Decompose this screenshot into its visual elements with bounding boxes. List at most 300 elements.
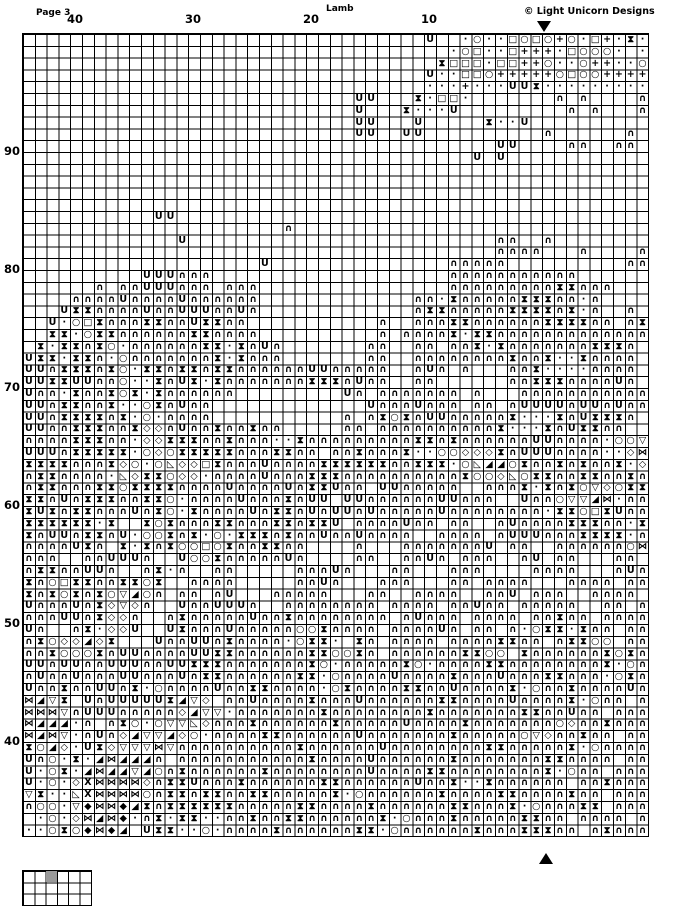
grid-cell-arch: ∩ <box>402 399 411 411</box>
grid-cell-arch: ∩ <box>473 659 482 671</box>
grid-cell-arch: ∩ <box>95 553 104 565</box>
grid-cell-arch: ∩ <box>603 329 611 340</box>
grid-cell-arch: ∩ <box>497 506 505 517</box>
grid-cell-letter-u: U <box>508 81 517 93</box>
grid-cell-arch: ∩ <box>497 694 505 706</box>
grid-cell-hourglass: ⧗ <box>214 659 222 671</box>
grid-cell-arch: ∩ <box>485 506 493 517</box>
grid-cell-hourglass: ⧗ <box>355 447 363 458</box>
grid-cell-arch: ∩ <box>591 659 600 671</box>
grid-cell-hourglass: ⧗ <box>580 317 587 329</box>
grid-cell-arch: ∩ <box>402 624 411 635</box>
grid-cell-arch: ∩ <box>119 281 128 293</box>
grid-cell-arch: ∩ <box>556 777 564 789</box>
grid-cell-arch: ∩ <box>638 694 647 706</box>
grid-cell-letter-u: U <box>532 435 541 447</box>
grid-cell-white-square: □ <box>449 93 459 104</box>
grid-cell-dot: · <box>38 812 43 824</box>
grid-cell-arch: ∩ <box>379 529 387 541</box>
grid-cell-arch: ∩ <box>166 305 175 317</box>
grid-cell-arch: ∩ <box>579 718 588 730</box>
grid-cell-arch: ∩ <box>320 565 328 576</box>
grid-cell-hourglass: ⧗ <box>84 447 92 458</box>
grid-cell-arch: ∩ <box>473 765 482 777</box>
grid-cell-dot: · <box>605 447 609 458</box>
grid-cell-hourglass: ⧗ <box>556 317 564 329</box>
grid-cell-arch: ∩ <box>603 624 611 635</box>
grid-cell-hourglass: ⧗ <box>320 777 328 789</box>
grid-cell-hourglass: ⧗ <box>532 824 540 836</box>
grid-cell-hourglass: ⧗ <box>379 411 387 423</box>
grid-cell-arch: ∩ <box>284 742 293 753</box>
grid-cell-arch: ∩ <box>261 718 269 730</box>
grid-cell-arch: ∩ <box>95 470 104 482</box>
grid-cell-arch: ∩ <box>249 352 257 364</box>
grid-cell-dot: · <box>274 435 279 447</box>
grid-cell-arch: ∩ <box>367 694 375 706</box>
grid-cell-arch: ∩ <box>544 659 552 671</box>
grid-cell-white-circle: ○ <box>579 69 588 81</box>
grid-cell-arch: ∩ <box>473 753 482 765</box>
grid-cell-arch: ∩ <box>107 576 116 588</box>
grid-cell-arch: ∩ <box>284 730 293 742</box>
grid-cell-arch: ∩ <box>202 423 210 435</box>
grid-cell-arch: ∩ <box>485 317 493 329</box>
grid-cell-arch: ∩ <box>237 553 246 565</box>
grid-cell-dot: · <box>440 69 444 81</box>
grid-cell-hourglass: ⧗ <box>462 470 469 482</box>
grid-cell-arch: ∩ <box>461 435 470 447</box>
grid-cell-bowtie: ⋈ <box>106 753 117 765</box>
grid-cell-arch: ∩ <box>308 612 316 624</box>
grid-cell-hourglass: ⧗ <box>403 447 410 458</box>
grid-cell-arch: ∩ <box>626 317 635 329</box>
grid-cell-hourglass: ⧗ <box>485 116 493 128</box>
grid-cell-bowtie: ⋈ <box>106 801 117 812</box>
grid-cell-arch: ∩ <box>615 801 623 812</box>
grid-cell-letter-u: U <box>25 399 33 411</box>
grid-cell-arch: ∩ <box>390 694 399 706</box>
grid-cell-letter-u: U <box>367 506 375 517</box>
grid-cell-arch: ∩ <box>615 364 623 376</box>
grid-cell-black-right-triangle: ◢ <box>84 635 92 647</box>
grid-cell-letter-u: U <box>532 447 541 458</box>
grid-cell-dot: · <box>145 718 149 730</box>
grid-cell-arch: ∩ <box>284 753 293 765</box>
grid-cell-arch: ∩ <box>95 671 104 683</box>
grid-cell-arch: ∩ <box>225 659 234 671</box>
grid-cell-hourglass: ⧗ <box>226 801 233 812</box>
grid-cell-arch: ∩ <box>497 612 505 624</box>
grid-cell-arch: ∩ <box>36 388 45 399</box>
grid-cell-arch: ∩ <box>379 388 387 399</box>
grid-cell-dot: · <box>38 824 43 836</box>
grid-cell-arch: ∩ <box>485 258 493 270</box>
grid-cell-arch: ∩ <box>556 565 564 576</box>
grid-cell-arch: ∩ <box>379 753 387 765</box>
grid-cell-arch: ∩ <box>449 258 458 270</box>
grid-cell-hourglass: ⧗ <box>202 317 210 329</box>
grid-cell-hourglass: ⧗ <box>49 329 56 340</box>
grid-cell-arch: ∩ <box>249 824 257 836</box>
grid-cell-hourglass: ⧗ <box>143 470 151 482</box>
grid-cell-arch: ∩ <box>178 317 187 329</box>
grid-cell-arch: ∩ <box>225 718 234 730</box>
grid-cell-arch: ∩ <box>166 317 175 329</box>
grid-cell-hourglass: ⧗ <box>332 789 340 801</box>
grid-cell-hourglass: ⧗ <box>190 812 198 824</box>
grid-cell-arch: ∩ <box>249 541 257 553</box>
grid-cell-arch: ∩ <box>166 399 175 411</box>
grid-cell-arch: ∩ <box>508 730 517 742</box>
grid-cell-plus: + <box>520 57 529 69</box>
grid-cell-arch: ∩ <box>343 624 352 635</box>
grid-cell-arch: ∩ <box>296 730 305 742</box>
grid-cell-arch: ∩ <box>520 671 529 683</box>
grid-cell-hourglass: ⧗ <box>49 506 56 517</box>
grid-cell-arch: ∩ <box>261 447 269 458</box>
grid-cell-arch: ∩ <box>202 435 210 447</box>
grid-cell-letter-u: U <box>355 128 364 140</box>
grid-cell-hourglass: ⧗ <box>37 635 45 647</box>
grid-cell-arch: ∩ <box>284 694 293 706</box>
grid-cell-arch: ∩ <box>449 659 458 671</box>
grid-cell-arch: ∩ <box>296 447 305 458</box>
grid-cell-arch: ∩ <box>84 612 92 624</box>
grid-cell-letter-u: U <box>60 494 69 506</box>
grid-cell-arch: ∩ <box>626 506 635 517</box>
grid-cell-white-down-triangle: ▽ <box>166 718 175 730</box>
grid-cell-dot: · <box>581 293 586 305</box>
grid-cell-white-circle: ○ <box>48 801 57 812</box>
grid-cell-arch: ∩ <box>225 789 234 801</box>
grid-cell-arch: ∩ <box>225 494 234 506</box>
grid-cell-arch: ∩ <box>143 340 151 352</box>
grid-cell-dot: · <box>640 45 645 57</box>
grid-cell-hourglass: ⧗ <box>190 447 198 458</box>
grid-cell-arch: ∩ <box>331 730 340 742</box>
grid-cell-letter-u: U <box>119 671 128 683</box>
grid-cell-hourglass: ⧗ <box>178 612 186 624</box>
grid-cell-letter-u: U <box>544 435 552 447</box>
grid-cell-arch: ∩ <box>261 553 269 565</box>
grid-cell-dot: · <box>62 777 67 789</box>
grid-cell-dot: · <box>97 624 102 635</box>
grid-cell-letter-u: U <box>95 730 104 742</box>
grid-cell-hourglass: ⧗ <box>568 742 576 753</box>
grid-cell-arch: ∩ <box>532 270 541 281</box>
grid-cell-white-circle: ○ <box>71 317 81 329</box>
grid-cell-arch: ∩ <box>237 659 246 671</box>
grid-cell-hourglass: ⧗ <box>214 671 222 683</box>
grid-cell-arch: ∩ <box>556 529 564 541</box>
grid-cell-arch: ∩ <box>556 588 564 600</box>
grid-cell-black-right-triangle: ◢ <box>119 824 127 836</box>
grid-cell-dot: · <box>156 411 161 423</box>
grid-cell-arch: ∩ <box>520 506 529 517</box>
grid-cell-arch: ∩ <box>48 671 57 683</box>
grid-cell-hourglass: ⧗ <box>532 812 540 824</box>
grid-cell-dot: · <box>499 45 503 57</box>
grid-cell-black-right-triangle: ◢ <box>131 801 139 812</box>
grid-cell-dot: · <box>617 34 621 45</box>
grid-cell-arch: ∩ <box>237 683 246 694</box>
grid-cell-white-circle: ○ <box>213 529 222 541</box>
grid-cell-arch: ∩ <box>485 789 493 801</box>
grid-cell-letter-u: U <box>331 482 340 494</box>
grid-cell-arch: ∩ <box>438 753 446 765</box>
grid-cell-arch: ∩ <box>131 340 139 352</box>
grid-cell-hourglass: ⧗ <box>603 340 611 352</box>
grid-cell-arch: ∩ <box>296 517 305 529</box>
grid-cell-arch: ∩ <box>438 730 446 742</box>
grid-cell-arch: ∩ <box>84 388 92 399</box>
grid-cell-arch: ∩ <box>320 753 328 765</box>
grid-cell-arch: ∩ <box>508 447 517 458</box>
grid-cell-arch: ∩ <box>107 435 116 447</box>
grid-cell-arch: ∩ <box>261 376 269 388</box>
grid-cell-arch: ∩ <box>379 730 387 742</box>
grid-cell-arch: ∩ <box>449 706 458 718</box>
grid-cell-arch: ∩ <box>390 624 399 635</box>
grid-cell-arch: ∩ <box>544 588 552 600</box>
grid-cell-arch: ∩ <box>579 671 588 683</box>
grid-cell-letter-u: U <box>25 659 33 671</box>
grid-cell-arch: ∩ <box>497 600 505 612</box>
grid-cell-white-circle: ○ <box>154 458 163 470</box>
grid-cell-arch: ∩ <box>508 329 517 340</box>
grid-cell-arch: ∩ <box>213 329 222 340</box>
grid-cell-white-down-triangle: ▽ <box>579 494 588 506</box>
grid-cell-arch: ∩ <box>567 104 576 116</box>
grid-cell-bowtie: ⋈ <box>153 742 164 753</box>
grid-cell-arch: ∩ <box>249 340 257 352</box>
grid-cell-arch: ∩ <box>237 423 246 435</box>
grid-cell-hourglass: ⧗ <box>119 447 127 458</box>
grid-cell-arch: ∩ <box>626 753 635 765</box>
grid-cell-white-circle: ○ <box>591 69 600 81</box>
grid-cell-letter-u: U <box>508 694 517 706</box>
grid-cell-arch: ∩ <box>237 812 246 824</box>
grid-cell-hourglass: ⧗ <box>119 411 127 423</box>
grid-cell-letter-u: U <box>438 411 446 423</box>
column-label-10: 10 <box>420 12 438 26</box>
grid-cell-white-down-triangle: ▽ <box>119 588 127 600</box>
grid-cell-dot: · <box>62 753 67 765</box>
grid-cell-arch: ∩ <box>72 494 80 506</box>
grid-cell-arch: ∩ <box>638 576 647 588</box>
grid-cell-arch: ∩ <box>143 659 151 671</box>
grid-cell-arch: ∩ <box>390 517 399 529</box>
grid-cell-arch: ∩ <box>532 506 541 517</box>
grid-cell-hourglass: ⧗ <box>450 777 458 789</box>
grid-cell-arch: ∩ <box>567 671 576 683</box>
grid-cell-arch: ∩ <box>237 364 246 376</box>
grid-cell-arch: ∩ <box>131 352 139 364</box>
grid-cell-arch: ∩ <box>402 612 411 624</box>
grid-cell-arch: ∩ <box>567 529 576 541</box>
grid-cell-hourglass: ⧗ <box>60 411 68 423</box>
grid-cell-dot: · <box>463 93 468 104</box>
grid-cell-arch: ∩ <box>308 730 316 742</box>
grid-cell-arch: ∩ <box>473 317 482 329</box>
grid-cell-arch: ∩ <box>426 517 434 529</box>
grid-cell-dot: · <box>322 683 326 694</box>
grid-cell-arch: ∩ <box>449 517 458 529</box>
grid-cell-arch: ∩ <box>143 506 151 517</box>
grid-cell-arch: ∩ <box>308 765 316 777</box>
grid-cell-arch: ∩ <box>60 482 69 494</box>
grid-cell-hourglass: ⧗ <box>426 305 434 317</box>
grid-cell-bowtie: ⋈ <box>130 777 140 789</box>
grid-cell-hourglass: ⧗ <box>296 435 304 447</box>
grid-cell-arch: ∩ <box>461 576 470 588</box>
grid-cell-arch: ∩ <box>402 706 411 718</box>
grid-cell-arch: ∩ <box>355 683 364 694</box>
grid-cell-dot: · <box>546 506 550 517</box>
grid-cell-white-diamond: ◇ <box>107 612 116 624</box>
grid-cell-arch: ∩ <box>367 494 375 506</box>
grid-cell-arch: ∩ <box>638 683 647 694</box>
grid-cell-hourglass: ⧗ <box>320 706 328 718</box>
grid-cell-arch: ∩ <box>225 694 234 706</box>
grid-cell-hourglass: ⧗ <box>155 364 163 376</box>
grid-cell-arch: ∩ <box>414 706 423 718</box>
grid-cell-hourglass: ⧗ <box>320 635 328 647</box>
grid-cell-hourglass: ⧗ <box>178 801 186 812</box>
grid-cell-letter-u: U <box>72 659 80 671</box>
grid-cell-hourglass: ⧗ <box>521 824 528 836</box>
grid-cell-arch: ∩ <box>591 329 600 340</box>
grid-cell-dot: · <box>62 317 67 329</box>
grid-cell-white-square: □ <box>590 506 600 517</box>
grid-cell-hourglass: ⧗ <box>591 529 599 541</box>
grid-cell-plus: + <box>603 69 612 81</box>
grid-cell-arch: ∩ <box>60 565 69 576</box>
grid-cell-arch: ∩ <box>390 777 399 789</box>
grid-cell-arch: ∩ <box>320 694 328 706</box>
grid-cell-letter-u: U <box>72 600 80 612</box>
grid-cell-arch: ∩ <box>296 529 305 541</box>
grid-cell-bowtie: ⋈ <box>94 789 105 801</box>
grid-cell-arch: ∩ <box>461 789 470 801</box>
grid-cell-arch: ∩ <box>426 612 434 624</box>
grid-cell-arch: ∩ <box>508 777 517 789</box>
grid-cell-bowtie: ⋈ <box>130 789 140 801</box>
grid-cell-arch: ∩ <box>556 305 564 317</box>
grid-cell-hourglass: ⧗ <box>308 635 316 647</box>
grid-cell-arch: ∩ <box>485 718 493 730</box>
grid-cell-arch: ∩ <box>638 399 647 411</box>
grid-cell-arch: ∩ <box>426 423 434 435</box>
grid-cell-arch: ∩ <box>190 789 198 801</box>
grid-cell-arch: ∩ <box>567 435 576 447</box>
grid-cell-arch: ∩ <box>296 470 305 482</box>
grid-cell-arch: ∩ <box>532 765 541 777</box>
grid-cell-dot: · <box>133 812 137 824</box>
grid-cell-arch: ∩ <box>166 635 175 647</box>
grid-cell-arch: ∩ <box>414 293 423 305</box>
grid-cell-arch: ∩ <box>166 671 175 683</box>
grid-cell-hourglass: ⧗ <box>462 647 469 659</box>
grid-cell-arch: ∩ <box>331 624 340 635</box>
grid-cell-arch: ∩ <box>190 612 198 624</box>
grid-cell-hourglass: ⧗ <box>308 376 316 388</box>
grid-cell-arch: ∩ <box>202 517 210 529</box>
grid-cell-white-diamond: ◇ <box>119 730 127 742</box>
grid-cell-letter-u: U <box>343 388 352 399</box>
grid-cell-arch: ∩ <box>367 647 375 659</box>
grid-cell-dot: · <box>416 104 421 116</box>
grid-cell-arch: ∩ <box>272 364 281 376</box>
grid-cell-arch: ∩ <box>272 671 281 683</box>
grid-cell-white-circle: ○ <box>390 411 399 423</box>
grid-cell-arch: ∩ <box>343 423 352 435</box>
grid-cell-dot: · <box>581 694 586 706</box>
grid-cell-arch: ∩ <box>72 683 80 694</box>
grid-cell-hourglass: ⧗ <box>49 565 56 576</box>
grid-cell-arch: ∩ <box>48 541 57 553</box>
grid-cell-arch: ∩ <box>343 671 352 683</box>
grid-cell-arch: ∩ <box>438 541 446 553</box>
grid-cell-hourglass: ⧗ <box>178 812 186 824</box>
grid-cell-hourglass: ⧗ <box>25 517 33 529</box>
grid-cell-arch: ∩ <box>438 399 446 411</box>
grid-cell-arch: ∩ <box>379 777 387 789</box>
grid-cell-white-down-triangle: ▽ <box>568 494 576 506</box>
grid-cell-hourglass: ⧗ <box>214 447 222 458</box>
grid-cell-white-down-triangle: ▽ <box>119 742 127 753</box>
grid-cell-hourglass: ⧗ <box>119 576 127 588</box>
grid-cell-hourglass: ⧗ <box>450 730 458 742</box>
grid-cell-dot: · <box>62 388 67 399</box>
grid-cell-arch: ∩ <box>272 789 281 801</box>
grid-cell-letter-u: U <box>438 494 446 506</box>
grid-cell-dot: · <box>569 364 574 376</box>
grid-cell-letter-u: U <box>544 399 552 411</box>
grid-cell-white-circle: ○ <box>166 494 175 506</box>
grid-cell-letter-u: U <box>95 683 104 694</box>
grid-cell-arch: ∩ <box>343 482 352 494</box>
grid-cell-hourglass: ⧗ <box>367 824 375 836</box>
grid-cell-arch: ∩ <box>508 671 517 683</box>
grid-cell-arch: ∩ <box>202 411 210 423</box>
grid-cell-arch: ∩ <box>190 352 198 364</box>
grid-cell-arch: ∩ <box>143 329 151 340</box>
grid-cell-arch: ∩ <box>343 565 352 576</box>
grid-cell-arch: ∩ <box>426 777 434 789</box>
grid-cell-arch: ∩ <box>591 671 600 683</box>
grid-cell-arch: ∩ <box>355 718 364 730</box>
grid-cell-hourglass: ⧗ <box>521 458 528 470</box>
grid-cell-letter-u: U <box>25 600 33 612</box>
grid-cell-hourglass: ⧗ <box>261 730 269 742</box>
grid-cell-letter-u: U <box>508 517 517 529</box>
grid-cell-arch: ∩ <box>426 470 434 482</box>
grid-cell-dot: · <box>133 399 137 411</box>
grid-cell-white-circle: ○ <box>520 470 529 482</box>
grid-cell-arch: ∩ <box>178 517 187 529</box>
grid-cell-arch: ∩ <box>237 447 246 458</box>
grid-cell-arch: ∩ <box>508 364 517 376</box>
grid-cell-dot: · <box>605 671 609 683</box>
grid-cell-arch: ∩ <box>497 270 505 281</box>
grid-cell-letter-u: U <box>154 694 163 706</box>
grid-cell-dot: · <box>62 801 67 812</box>
grid-cell-arch: ∩ <box>367 340 375 352</box>
grid-cell-arch: ∩ <box>343 801 352 812</box>
grid-cell-arch: ∩ <box>473 305 482 317</box>
